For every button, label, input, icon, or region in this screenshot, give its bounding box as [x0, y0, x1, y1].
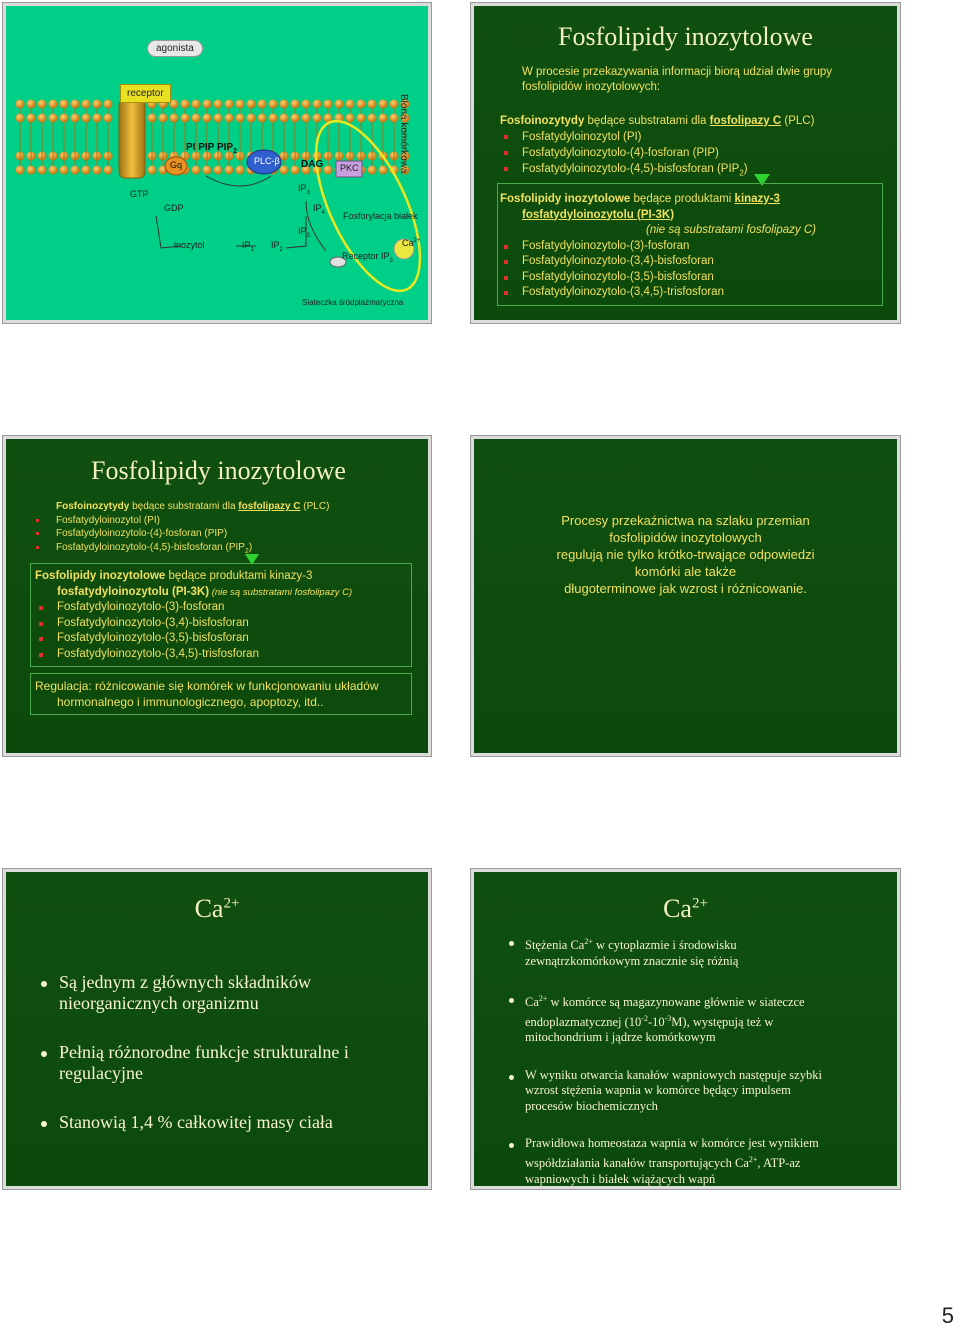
procesy-text: Procesy przekaźnictwa na szlaku przemian fosfolipidów inozytolowych regulują nie tylko krótko-trwające odpowiedzi komórki ale także długoterminowe jak wzrost i różnicowanie. — [556, 513, 815, 596]
intro-text: W procesie przekazywania informacji biorą udział dwie grupy fosfolipidów inozytolowych: — [522, 66, 832, 93]
signaling-diagram — [6, 6, 428, 320]
phospholipid-label: PI PIP $PIP_2$ — [186, 142, 237, 155]
bullet-3: W wyniku otwarcia kanałów wapniowych następuje szybki wzrost stężenia wapnia w komórce będący impulsem procesów biochemicznych — [525, 1067, 822, 1113]
membrane-label: Błona komórkowa — [398, 94, 409, 174]
plc-label: PLC-β — [254, 156, 280, 166]
ip3b-label: $IP_3$ — [298, 226, 310, 239]
receptor-label: receptor — [120, 84, 171, 103]
slide-procesy — [471, 436, 900, 756]
bullet-4: Prawidłowa homeostaza wapnia w komórce jest wynikiem współdziałania kanałów transportujących $Ca^{2+}$, ATP-az wapniowych i białek wiążących wapń — [525, 1136, 822, 1187]
bullet-1: Są jednym z głównych składników nieorganicznych organizmu — [59, 972, 349, 1014]
inozytol-label: inozytol — [174, 240, 205, 250]
slide-diagram — [3, 3, 431, 323]
ip2-label: $IP_2$ — [271, 240, 283, 253]
slide-ca-1 — [3, 869, 431, 1189]
bullet-2: Pełnią różnorodne funkcje strukturalne i regulacyjne — [59, 1042, 349, 1083]
membrane-top-leaflet — [16, 100, 410, 139]
slide-title: Fosfolipidy inozytolowe — [558, 22, 813, 51]
siateczka-label: Siateczka śródplazmatyczna — [302, 298, 404, 307]
ca-bullets — [59, 972, 349, 1133]
ip1-label: $IP_1$ — [242, 240, 254, 253]
ip4-label: $IP_4$ — [313, 203, 325, 216]
slide-fosfolipidy-2 — [3, 436, 431, 756]
gdp-label: GDP — [164, 203, 184, 213]
slide-title: $Ca^{2+}$ — [663, 894, 708, 923]
pkc-label: PKC — [340, 163, 359, 173]
slide-ca-2 — [471, 869, 900, 1189]
page-number: 5 — [941, 1303, 954, 1328]
bullet-3: Stanowią 1,4 % całkowitej masy ciała — [59, 1112, 349, 1133]
ca-details — [525, 934, 822, 1187]
regulation-text: Regulacja: różnicowanie się komórek w funkcjonowaniu układów hormonalnego i immunologicznego, apoptozy, itd.. — [35, 679, 379, 709]
group1: Fosfoinozytydy będące substratami dla fosfolipazy C (PLC) Fosfatydyloinozytol (PI) Fosfatydyloinozytolo-(4)-fosforan (PIP) Fosfatydyloinozytolo-(4,5)-bisfosforan $(PIP_2)$ — [500, 113, 814, 181]
ip3-label: $IP_3$ — [298, 183, 310, 196]
gtp-label: GTP — [130, 189, 149, 199]
receptor-ip3-label: Receptor $IP_3$ — [342, 251, 393, 264]
bullet-2: $Ca^{2+}$ w komórce są magazynowane głównie w siateczce endoplazmatycznej $(10^{-2}-10^{-3}M)$, występują też w mitochondrium i jądrze komórkowym — [525, 991, 822, 1046]
slide-title: $Ca^{2+}$ — [194, 894, 240, 923]
bullet-1: Stężenia $Ca^{2+}$ w cytoplazmie i środowisku zewnątrzkomórkowym znacznie się różnią — [525, 934, 822, 969]
fosforylacja-label: Fosforylacja białek — [343, 211, 418, 221]
group2: Fosfolipidy inozytolowe będące produktami kinazy-3 fosfatydyloinozytolu (PI-3K) (nie są substratami fosfolipazy C) Fosfatydyloinozytolo-(3)-fosforan Fosfatydyloinozytolo-(3,4)-bisfosforan Fosfatydyloinozytolo-(3,5)-bisfosforan Fosfatydyloinozytolo-(3,4,5)-trisfosforan — [500, 192, 816, 301]
group1: Fosfoinozytydy będące substratami dla fosfolipazy C (PLC) Fosfatydyloinozytol (PI) Fosfatydyloinozytolo-(4)-fosforan (PIP) Fosfatydyloinozytolo-(4,5)-bisfosforan $(PIP_2)$ — [56, 500, 329, 558]
ca-label: $Ca^{2+}$ — [402, 238, 421, 248]
dag-label: DAG — [301, 159, 324, 170]
agonista-label: agonista — [147, 40, 203, 57]
slide-fosfolipidy-1 — [471, 3, 900, 323]
gq-label: Gq — [170, 160, 183, 170]
group2: Fosfolipidy inozytolowe będące produktami kinazy-3 fosfatydyloinozytolu (PI-3K) (nie są substratami fosfolipazy C) Fosfatydyloinozytolo-(3)-fosforan Fosfatydyloinozytolo-(3,4)-bisfosforan Fosfatydyloinozytolo-(3,5)-bisfosforan Fosfatydyloinozytolo-(3,4,5)-trisfosforan — [35, 569, 352, 662]
receptor-shape — [119, 100, 145, 178]
slide-title: Fosfolipidy inozytolowe — [91, 456, 346, 485]
